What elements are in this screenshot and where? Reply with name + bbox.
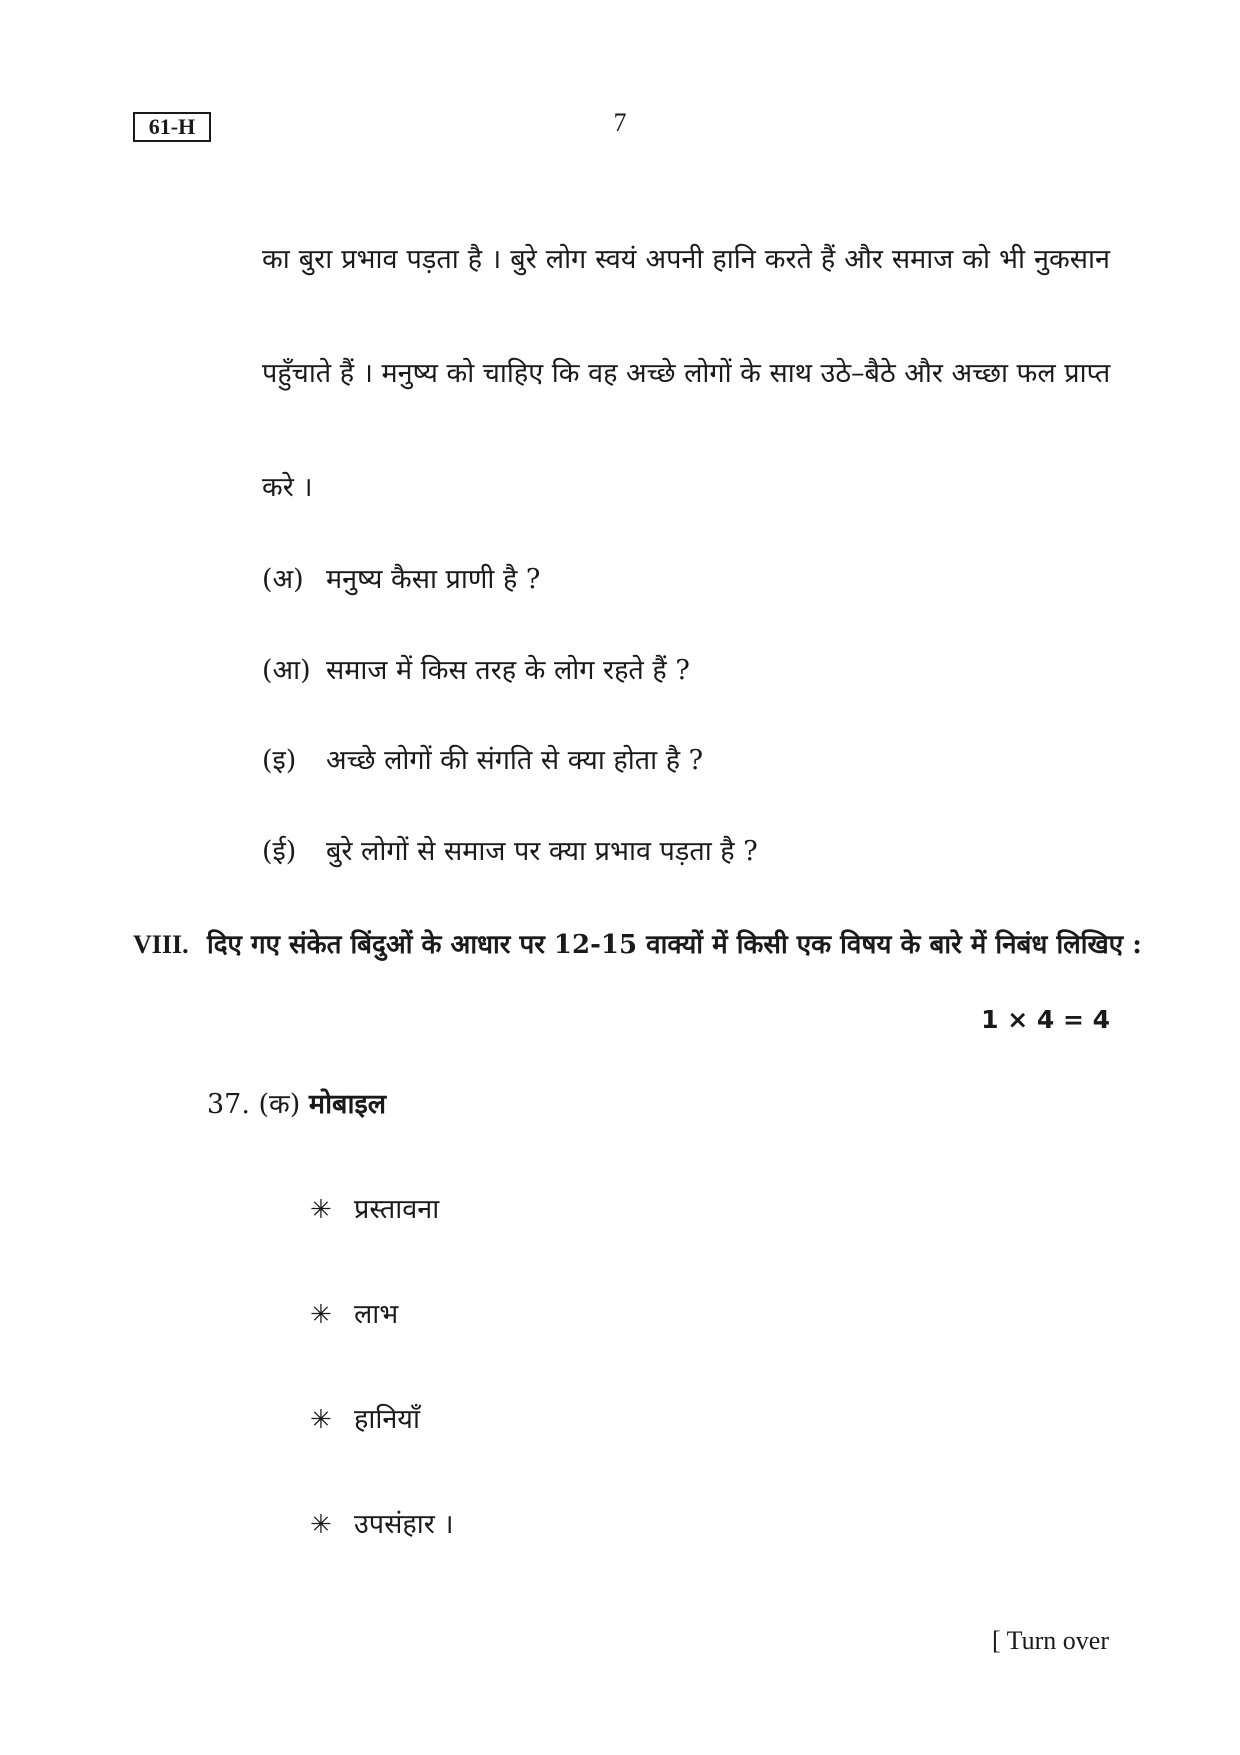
question-a	[262, 560, 540, 600]
passage-line-2: पहुँचाते हैं । मनुष्य को चाहिए कि वह अच्छे लोगों के साथ उठे–बैठे और अच्छा फल प्राप्त	[262, 358, 1111, 389]
question-i	[262, 741, 703, 781]
question-text: समाज में किस तरह के लोग रहते हैं ?	[326, 655, 690, 686]
question-ii	[262, 832, 758, 872]
question-aa	[262, 651, 690, 691]
passage-line-1: का बुरा प्रभाव पड़ता है । बुरे लोग स्वयं अपनी हानि करते हैं और समाज को भी नुकसान	[262, 244, 1110, 275]
essay-point	[310, 1400, 420, 1440]
section-marks: 1 × 4 = 4	[981, 1005, 1110, 1034]
question-text: अच्छे लोगों की संगति से क्या होता है ?	[326, 745, 704, 776]
question-label: (अ)	[262, 564, 304, 595]
question-label: (ई)	[262, 836, 297, 867]
section-number: VIII.	[133, 930, 189, 959]
question-label: (इ)	[262, 745, 297, 776]
turn-over-note: [ Turn over	[991, 1626, 1109, 1655]
section-heading	[133, 925, 1142, 965]
question-text: मनुष्य कैसा प्राणी है ?	[326, 564, 541, 595]
essay-point-text: लाभ	[354, 1299, 399, 1330]
question-label: (आ)	[262, 655, 311, 686]
asterisk-icon: ✳	[310, 1510, 332, 1540]
essay-point	[310, 1505, 454, 1545]
section-instruction: दिए गए संकेत बिंदुओं के आधार पर 12-15 वाक्यों में किसी एक विषय के बारे में निबंध लिखिए :	[207, 930, 1142, 960]
essay-question	[207, 1085, 386, 1125]
essay-point-text: उपसंहार ।	[354, 1509, 454, 1540]
essay-topic: मोबाइल	[308, 1089, 387, 1120]
asterisk-icon: ✳	[310, 1405, 332, 1435]
essay-point-text: प्रस्तावना	[354, 1194, 440, 1225]
essay-point	[310, 1295, 398, 1335]
paper-code: 61-H	[133, 112, 211, 142]
asterisk-icon: ✳	[310, 1195, 332, 1225]
essay-question-number: 37. (क)	[207, 1089, 301, 1120]
asterisk-icon: ✳	[310, 1300, 332, 1330]
essay-point-text: हानियाँ	[354, 1404, 420, 1435]
question-text: बुरे लोगों से समाज पर क्या प्रभाव पड़ता है ?	[326, 836, 758, 867]
passage-line-3: करे ।	[262, 472, 313, 503]
essay-point	[310, 1190, 439, 1230]
page-number: 7	[613, 108, 627, 137]
